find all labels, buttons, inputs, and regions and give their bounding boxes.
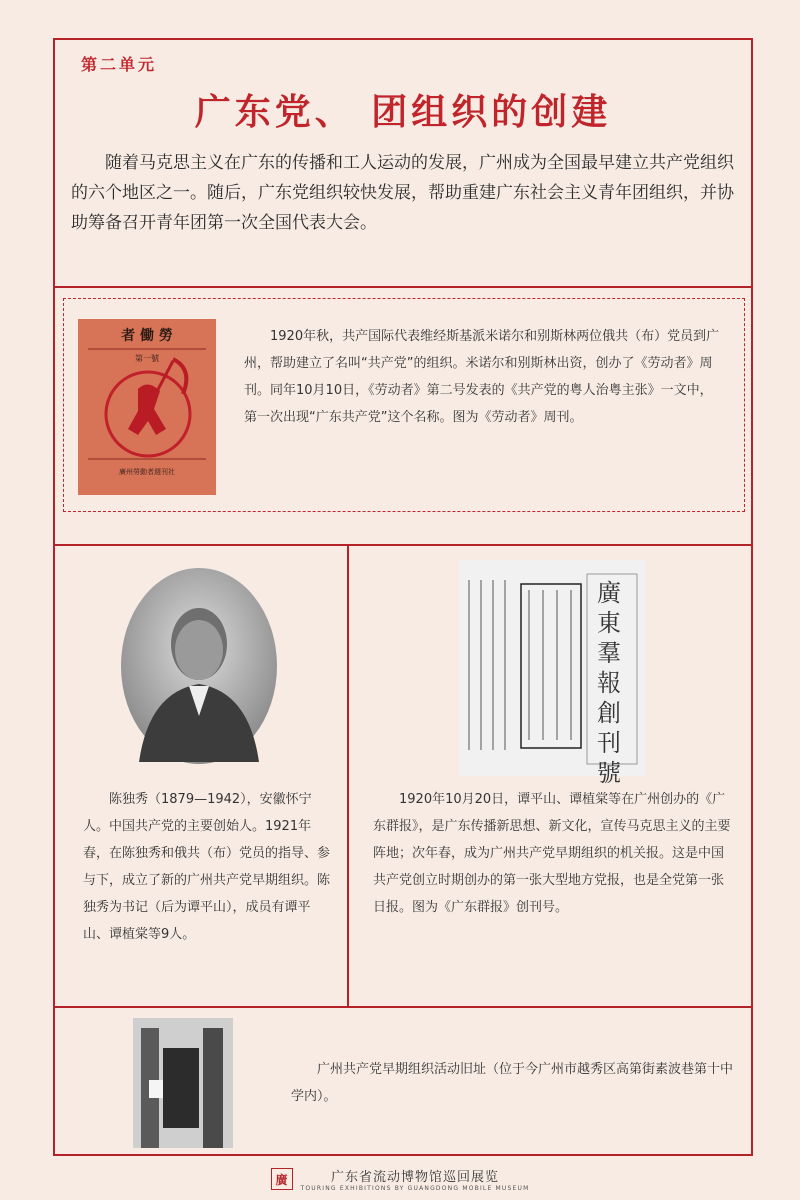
divider	[55, 286, 751, 288]
vertical-divider	[347, 544, 349, 1006]
laodongzhe-cover-image	[78, 319, 216, 495]
footer-en: TOURING EXHIBITIONS BY GUANGDONG MOBILE MUSEUM	[300, 1185, 530, 1192]
old-site-photo	[133, 1018, 233, 1148]
magazine-title: 者 働 勞	[121, 328, 173, 344]
section2-text: 陈独秀（1879—1942），安徽怀宁人。中国共产党的主要创始人。1921年春，在陈独秀和俄共（布）党员的指导、参与下，成立了新的广州共产党早期组织。陈独秀为书记（后为谭平山），成员有谭平山、谭植棠等9人。	[83, 792, 331, 942]
building-illustration	[133, 1018, 233, 1148]
page-title: 广东党、 团组织的创建	[194, 92, 612, 133]
portrait-illustration	[119, 566, 279, 766]
newspaper-masthead: 廣東羣報創刊號	[597, 579, 621, 787]
chen-duxiu-portrait	[119, 566, 279, 766]
footer	[0, 1166, 800, 1192]
footer-cn: 广东省流动博物馆巡回展览	[330, 1170, 499, 1185]
dashed-box	[63, 298, 745, 512]
divider	[55, 1006, 751, 1008]
section4-text: 广州共产党早期组织活动旧址（位于今广州市越秀区高第街素波巷第十中学内）。	[291, 1062, 734, 1104]
intro-paragraph: 随着马克思主义在广东的传播和工人运动的发展，广州成为全国最早建立共产党组织的六个地区之一。随后，广东党组织较快发展，帮助重建广东社会主义青年团组织，并协助筹备召开青年团第一次全国代表大会。	[71, 153, 734, 233]
divider	[55, 544, 751, 546]
guangdong-qunbao-image	[459, 560, 645, 787]
exhibit-frame	[53, 38, 753, 1156]
section1-text: 1920年秋，共产国际代表维经斯基派米诺尔和别斯林两位俄共（布）党员到广州，帮助建立了名叫“共产党”的组织。米诺尔和别斯林出资，创办了《劳动者》周刊。同年10月10日，《劳动者》第二号发表的《共产党的粤人治粤主张》一文中，第一次出现“广东共产党”这个名称。图为《劳动者》周刊。	[244, 329, 720, 425]
section3-text: 1920年10月20日，谭平山、谭植棠等在广州创办的《广东群报》，是广东传播新思想、新文化，宣传马克思主义的主要阵地；次年春，成为广州共产党早期组织的机关报。这是中国共产党创立时期创办的第一张大型地方党报，也是全党第一张日报。图为《广东群报》创刊号。	[373, 792, 731, 915]
unit-label: 第二单元	[81, 55, 158, 74]
museum-seal-icon: 廣	[271, 1168, 293, 1190]
magazine-info: 第一號	[135, 354, 159, 363]
magazine-publisher: 廣州勞動者週刊社	[119, 468, 175, 476]
